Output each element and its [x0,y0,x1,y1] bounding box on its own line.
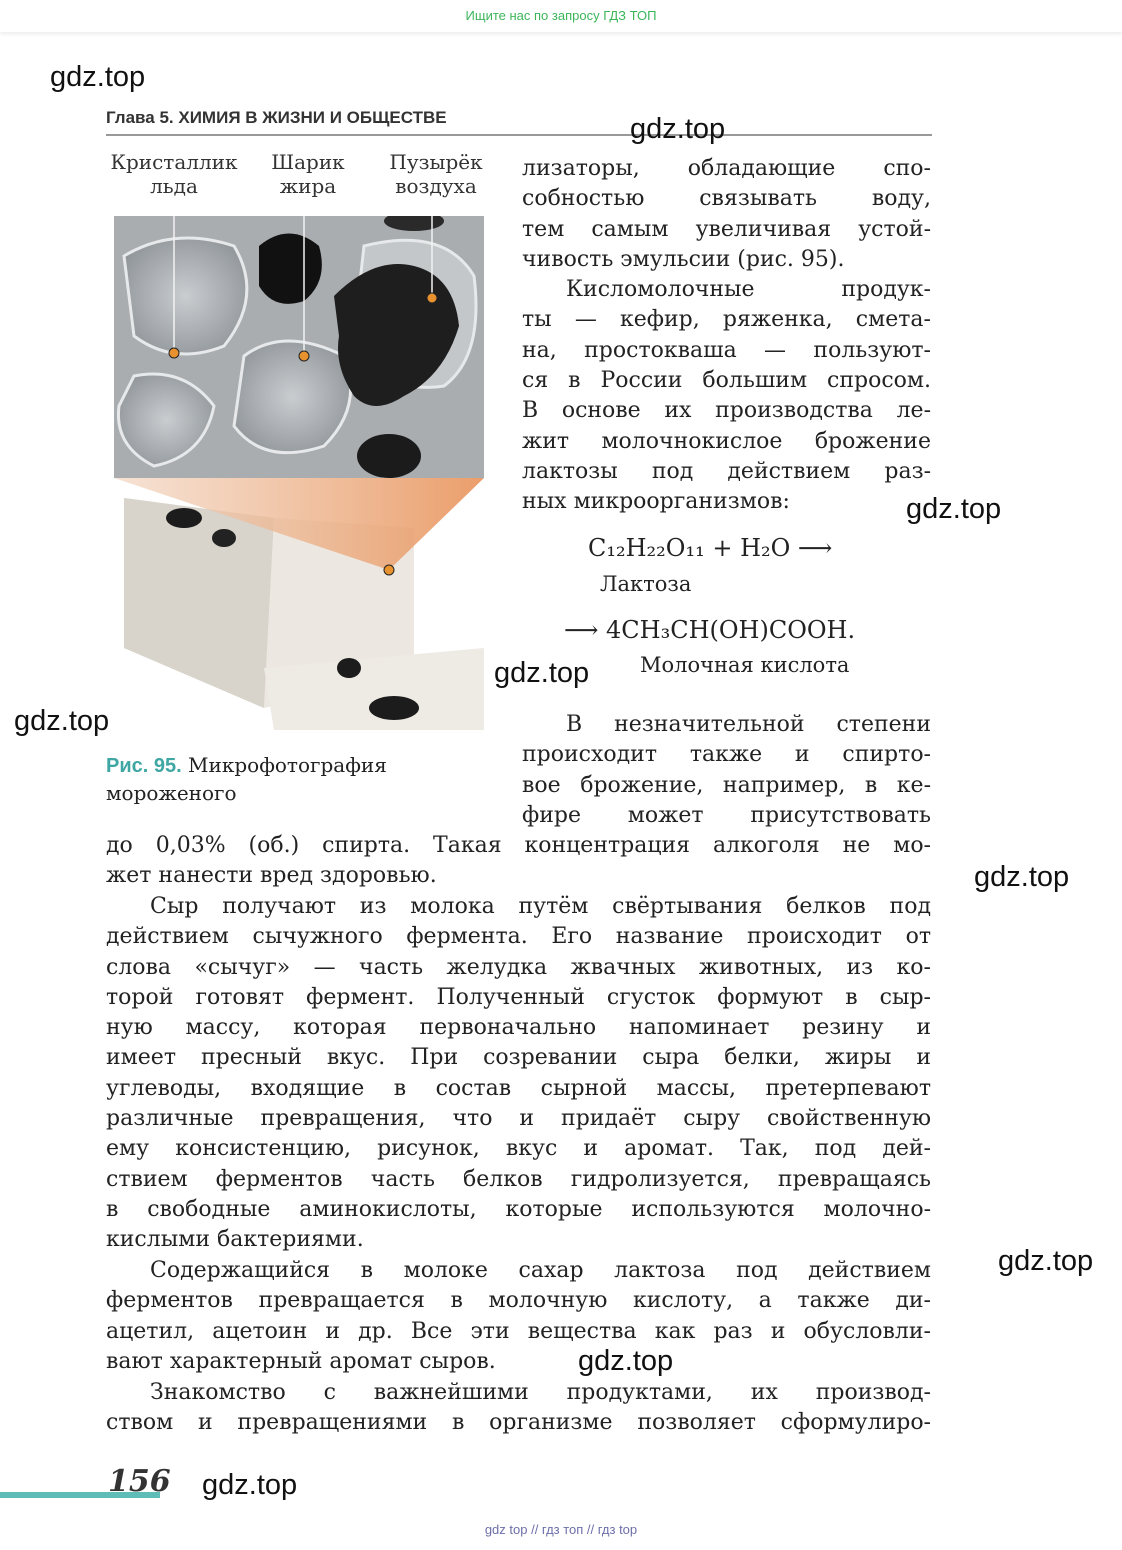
text-line: ством и превращениями в организме позволяет сформулиро- [106,1410,931,1436]
label-ice-crystal [106,150,242,198]
paragraph-4 [106,1378,931,1439]
watermark: gdz.top [906,493,1002,525]
equation-label-lactose: Лактоза [600,572,692,596]
text-line: жит молочнокислое брожение [522,428,931,454]
label-line: Кристаллик [110,150,238,174]
text-line: до 0,03% (об.) спирта. Такая концентрация алкоголя не мо- [106,833,931,858]
label-line: воздуха [395,174,477,198]
caption-number: Рис. 95. [106,755,182,777]
text-line: имеет пресный вкус. При созревании сыра белки, жиры и [106,1045,931,1071]
label-line: Пузырёк [389,150,483,174]
text-line: различные превращения, что и придаёт сыру свойственную [106,1106,931,1132]
text-line: ствием ферментов часть белков гидролизуется, превращаясь [106,1166,931,1192]
text-line: В незначительной степени [566,712,931,737]
text-line: ацетил, ацетоин и др. Все эти вещества как раз и обусловли- [106,1318,931,1344]
chapter-title: ХИМИЯ В ЖИЗНИ И ОБЩЕСТВЕ [178,108,447,127]
watermark: gdz.top [974,861,1070,893]
top-banner [0,0,1122,32]
top-banner-text: Ищите нас по запросу ГДЗ ТОП [465,8,657,23]
text-line: ную массу, которая первоначально напоминает резину и [106,1015,931,1041]
text-line: ферментов превращается в молочную кислоту, а также ди- [106,1288,931,1314]
watermark: gdz.top [494,657,590,689]
watermark: gdz.top [14,705,110,737]
text-line: на, простокваша — пользуют- [522,337,931,363]
watermark: gdz.top [630,113,726,145]
text-line: лизаторы, обладающие спо- [522,156,931,181]
figure-labels [106,150,486,206]
text-line: ты — кефир, ряженка, смета- [522,307,931,333]
text-line: собностью связывать воду, [522,186,931,212]
watermark: gdz.top [202,1469,298,1501]
text-line: в свободные аминокислоты, которые используются молочно- [106,1196,931,1222]
label-air-bubble [380,150,492,198]
caption-text-1: Микрофотография [188,753,387,777]
micrograph-image [114,216,484,478]
figure-caption [106,752,486,807]
text-line: лактозы под действием раз- [522,458,931,484]
watermark: gdz.top [998,1245,1094,1277]
text-line: углеводы, входящие в состав сырной массы, претерпевают [106,1075,931,1101]
watermark: gdz.top [50,61,146,93]
paragraph-1 [106,831,931,892]
text-line: торой готовят фермент. Полученный сгусток формуют в сыр- [106,984,931,1010]
text-line: Кисломолочные продук- [566,277,931,303]
text-line: тем самым увеличивая устой- [522,216,931,242]
label-line: льда [150,174,198,198]
equation-label-lactic-acid: Молочная кислота [640,653,850,677]
text-line: В основе их производства ле- [522,398,931,424]
right-column-text [522,154,931,518]
chapter-number: Глава 5. [106,108,174,127]
text-line: фире может присутствовать [522,802,931,828]
text-line: слова «сычуг» — часть желудка жвачных животных, из ко- [106,954,931,980]
ice-cream-photo [114,478,484,730]
equation-line-1: C₁₂H₂₂O₁₁ + H₂O ⟶ [588,534,833,562]
text-line: ся в России большим спросом. [522,368,931,394]
text-line: вое брожение, например, в ке- [522,772,931,798]
text-line: происходит также и спирто- [522,742,931,768]
right-column-text-2 [522,710,931,831]
label-line: жира [279,174,337,198]
label-line: Шарик [271,150,345,174]
caption-text-2: мороженого [106,781,237,805]
text-line: чивость эмульсии (рис. 95). [522,246,845,272]
paragraph-3 [106,1256,931,1377]
text-line: действием сычужного фермента. Его название происходит от [106,924,931,950]
label-fat-ball [260,150,356,198]
text-line: Сыр получают из молока путём свёртывания белков под [150,894,931,919]
paragraph-2 [106,892,931,1256]
equation-line-2: ⟶ 4CH₃CH(OH)COOH. [564,616,856,644]
text-line: Знакомство с важнейшими продуктами, их производ- [150,1380,931,1405]
text-line: Содержащийся в молоке сахар лактоза под действием [150,1258,931,1283]
text-line: жет нанести вред здоровью. [106,863,437,889]
text-line: ему консистенцию, рисунок, вкус и аромат. Так, под дей- [106,1136,931,1162]
footer-links[interactable]: gdz top // гдз топ // гдз top [484,1522,638,1537]
watermark: gdz.top [578,1345,674,1377]
page-number: 156 [108,1464,171,1499]
chapter-header [106,108,932,136]
text-line: ных микроорганизмов: [522,489,790,515]
text-line: вают характерный аромат сыров. [106,1348,496,1374]
text-line: кислыми бактериями. [106,1227,364,1253]
